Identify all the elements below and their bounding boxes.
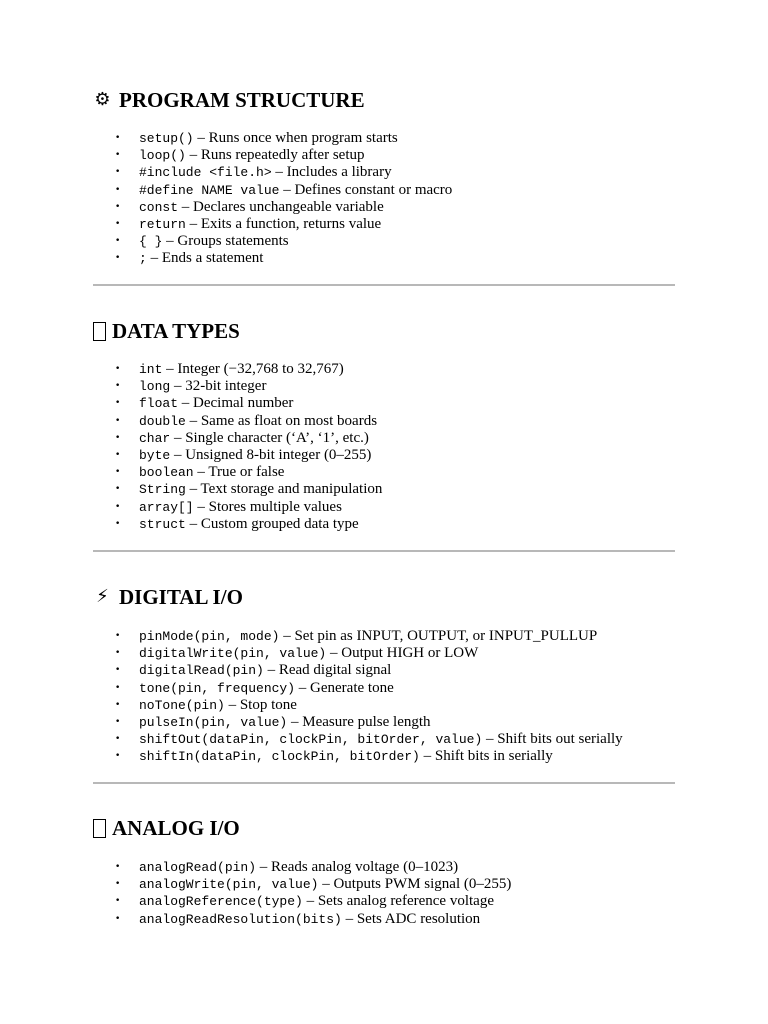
missing-glyph-icon [93,322,106,341]
list-item [93,216,452,233]
section-data-types [93,318,382,533]
section-title: DIGITAL I/O [119,585,243,609]
code-snippet: float [139,396,179,412]
bullet-icon: • [115,665,121,676]
item-description: – Measure pulse length [287,713,431,730]
bullet-icon: • [115,484,121,495]
item-description: – Custom grouped data type [185,515,359,532]
list-item [93,395,382,412]
item-description: – Same as float on most boards [185,412,378,429]
item-description: – Text storage and manipulation [185,481,383,498]
code-snippet: shiftIn(dataPin, clockPin, bitOrder) [139,749,420,765]
code-snippet: tone(pin, frequency) [139,680,296,696]
list-item [93,876,511,893]
list-item [93,199,452,216]
list-item [93,893,511,910]
list-item [93,413,382,430]
item-description: – Reads analog voltage (0–1023) [256,859,459,875]
item-description: – Includes a library [271,164,392,181]
section-digital-io [93,584,623,766]
bullet-icon: • [115,415,121,426]
list-item [93,662,623,679]
section-heading [93,87,452,113]
code-snippet: setup() [139,131,194,146]
bullet-icon: • [115,167,121,178]
section-title: PROGRAM STRUCTURE [119,88,365,112]
code-snippet: analogReference(type) [139,894,303,910]
list-item [93,680,623,697]
item-description: – Sets analog reference voltage [302,893,494,910]
bullet-icon: • [115,364,121,374]
bullet-icon: • [115,184,121,195]
bullet-icon: • [115,381,121,392]
section-title: ANALOG I/O [112,816,240,840]
code-snippet: analogRead(pin) [139,860,257,875]
code-snippet: { } [139,234,163,250]
code-snippet: char [139,430,171,446]
code-snippet: shiftOut(dataPin, clockPin, bitOrder, value) [139,732,483,748]
item-description: – Set pin as INPUT, OUTPUT, or INPUT_PULLUP [279,628,598,644]
section-heading [93,584,623,610]
list-item [93,714,623,731]
item-description: – Output HIGH or LOW [326,645,479,662]
code-snippet: loop() [139,148,186,164]
code-snippet: long [139,379,171,395]
item-description: – Decimal number [178,395,294,412]
item-list [93,859,511,928]
item-description: – True or false [193,464,285,481]
list-item [93,499,382,516]
item-description: – Defines constant or macro [279,181,453,198]
bullet-icon: • [115,150,121,161]
list-item [93,233,452,250]
section-title: DATA TYPES [112,319,240,343]
bullet-icon: • [115,631,121,641]
item-description: – Ends a statement [146,250,264,267]
list-item [93,697,623,714]
item-list [93,361,382,533]
lightning-icon: ⚡ [96,586,109,607]
code-snippet: const [139,199,179,215]
bullet-icon: • [115,133,121,143]
bullet-icon: • [115,716,121,727]
gear-icon: ⚙ [94,89,111,110]
list-item [93,645,623,662]
list-item [93,164,452,181]
list-item [93,481,382,498]
bullet-icon: • [115,201,121,212]
section-program-structure [93,87,452,268]
code-snippet: pulseIn(pin, value) [139,714,288,730]
bullet-icon: • [115,518,121,529]
bullet-icon: • [115,253,121,264]
item-description: – Single character (‘A’, ‘1’, etc.) [170,429,369,446]
bullet-icon: • [115,648,121,659]
item-description: – Runs repeatedly after setup [185,147,365,164]
divider [93,284,675,286]
item-description: – Sets ADC resolution [341,910,481,927]
code-snippet: struct [139,516,186,532]
item-description: – Shift bits out serially [482,731,623,748]
code-snippet: digitalRead(pin) [139,663,264,679]
item-description: – Groups statements [162,233,289,250]
code-snippet: noTone(pin) [139,697,225,713]
code-snippet: byte [139,447,171,463]
bullet-icon: • [115,682,121,693]
bullet-icon: • [115,236,121,247]
list-item [93,731,623,748]
bullet-icon: • [115,449,121,460]
item-description: – Generate tone [295,679,394,696]
list-item [93,628,623,645]
item-description: – Declares unchangeable variable [178,198,384,215]
item-description: – Exits a function, returns value [185,215,382,232]
code-snippet: #include <file.h> [139,165,272,181]
item-description: – 32-bit integer [170,378,267,395]
code-snippet: ; [139,251,147,267]
code-snippet: array[] [139,499,194,515]
item-description: – Shift bits in serially [419,748,553,765]
bullet-icon: • [115,467,121,478]
bullet-icon: • [115,751,121,762]
item-description: – Unsigned 8-bit integer (0–255) [170,446,372,463]
item-description: – Stop tone [224,696,297,713]
code-snippet: pinMode(pin, mode) [139,629,280,644]
bullet-icon: • [115,913,121,924]
bullet-icon: • [115,879,121,890]
section-analog-io [93,815,511,928]
code-snippet: String [139,482,186,498]
bullet-icon: • [115,699,121,710]
item-description: – Integer (−32,768 to 32,767) [162,361,344,377]
list-item [93,361,382,378]
code-snippet: int [139,362,163,377]
list-item [93,464,382,481]
code-snippet: double [139,413,186,429]
bullet-icon: • [115,501,121,512]
item-description: – Runs once when program starts [193,130,398,146]
item-description: – Outputs PWM signal (0–255) [318,876,512,893]
code-snippet: #define NAME value [139,182,280,198]
list-item [93,748,623,765]
list-item [93,182,452,199]
bullet-icon: • [115,432,121,443]
code-snippet: return [139,216,186,232]
list-item [93,911,511,928]
list-item [93,378,382,395]
code-snippet: analogWrite(pin, value) [139,877,319,893]
code-snippet: analogReadResolution(bits) [139,911,342,927]
item-list [93,628,623,766]
bullet-icon: • [115,734,121,745]
code-snippet: digitalWrite(pin, value) [139,646,327,662]
code-snippet: boolean [139,465,194,481]
divider [93,550,675,552]
item-list [93,130,452,268]
bullet-icon: • [115,398,121,409]
list-item [93,130,452,147]
bullet-icon: • [115,896,121,907]
item-description: – Stores multiple values [193,498,342,515]
bullet-icon: • [115,862,121,872]
section-heading [93,815,511,841]
bullet-icon: • [115,218,121,229]
list-item [93,147,452,164]
section-heading [93,318,382,344]
list-item [93,516,382,533]
list-item [93,250,452,267]
list-item [93,430,382,447]
list-item [93,859,511,876]
missing-glyph-icon [93,819,106,838]
divider [93,782,675,784]
list-item [93,447,382,464]
item-description: – Read digital signal [263,662,392,679]
